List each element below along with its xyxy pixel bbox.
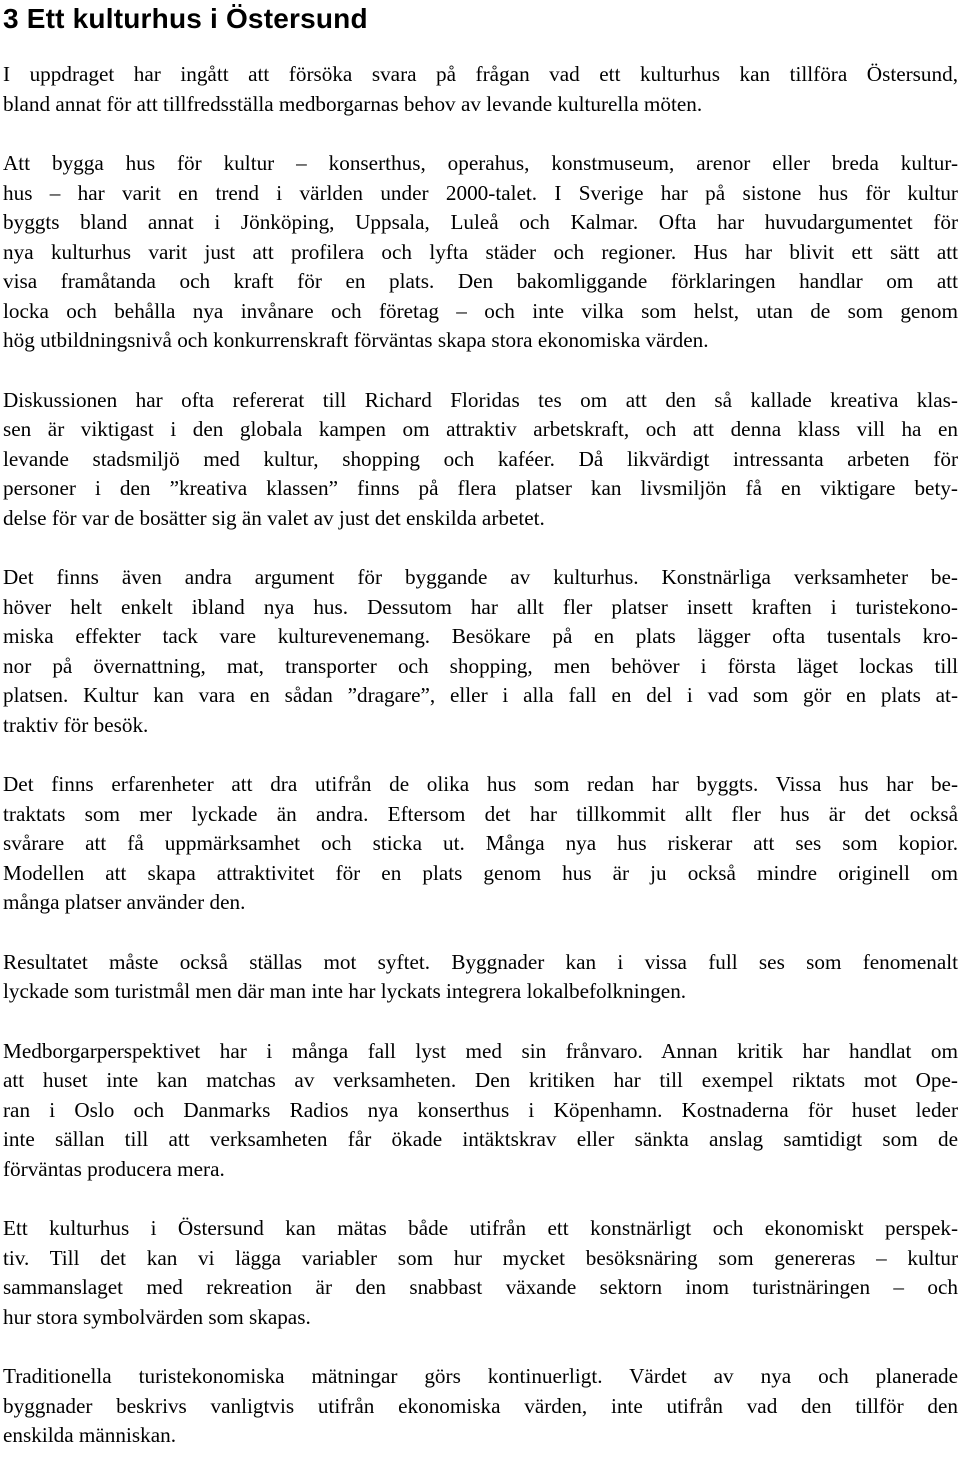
paragraph-line: levande stadsmiljö med kultur, shopping och kaféer. Då likvärdigt intressanta arbeten för (3, 446, 958, 471)
paragraph-line: enskilda människan. (3, 1423, 176, 1447)
paragraph (3, 948, 958, 1007)
paragraph-line: miska effekter tack vare kulturevenemang. Besökare på en plats lägger ofta tusentals kro- (3, 624, 958, 648)
paragraph-line: platsen. Kultur kan vara en sådan ”dragare”, eller i alla fall en del i vad som gör en plats at- (3, 683, 958, 707)
paragraph-line: locka och behålla nya invånare och företag – och inte vilka som helst, utan de som genom (3, 298, 958, 323)
paragraph-line: bland annat för att tillfredsställa medborgarnas behov av levande kulturella möten. (3, 91, 703, 116)
document-page (3, 0, 958, 1481)
paragraph (3, 1362, 958, 1451)
section-heading: 3 Ett kulturhus i Östersund (3, 3, 368, 34)
paragraph (3, 770, 958, 918)
paragraph (3, 1037, 958, 1185)
paragraph-line: Diskussionen har ofta refererat till Richard Floridas tes om att den så kallade kreativa klas- (3, 387, 958, 412)
paragraph-line: I uppdraget har ingått att försöka svara på frågan vad ett kulturhus kan tillföra Östersund, (3, 62, 958, 86)
paragraph-line: Resultatet måste också ställas mot syftet. Byggnader kan i vissa full ses som fenomenalt (3, 949, 958, 974)
paragraph-line: traktats som mer lyckade än andra. Eftersom det har tillkommit allt fler hus är det också (3, 801, 958, 826)
paragraph-line: delse för var de bosätter sig än valet av just det enskilda arbetet. (3, 505, 545, 530)
paragraph-line: hur stora symbolvärden som skapas. (3, 1304, 311, 1329)
paragraph-line: byggnader beskrivs vanligtvis utifrån ekonomiska värden, inte utifrån vad den tillför den (3, 1393, 958, 1418)
paragraph-line: ran i Oslo och Danmarks Radios nya konserthus i Köpenhamn. Kostnaderna för huset leder (3, 1097, 958, 1122)
paragraph-line: Modellen att skapa attraktivitet för en plats genom hus är ju också mindre originell om (3, 860, 958, 885)
paragraph (3, 1214, 958, 1332)
paragraph-line: tiv. Till det kan vi lägga variabler som hur mycket besöksnäring som genereras – kultur (3, 1245, 958, 1270)
paragraph (3, 60, 958, 119)
paragraph-line: sen är viktigast i den globala kampen om attraktiv arbetskraft, och att denna klass vill ha en (3, 417, 958, 441)
paragraph-line: Det finns även andra argument för byggande av kulturhus. Konstnärliga verksamheter be- (3, 565, 958, 589)
paragraph-line: traktiv för besök. (3, 712, 149, 737)
paragraph-line: förväntas producera mera. (3, 1156, 225, 1181)
paragraph-line: hus – har varit en trend i världen under 2000-talet. I Sverige har på sistone hus för kultur (3, 180, 958, 205)
paragraph-line: hög utbildningsnivå och konkurrenskraft förväntas skapa stora ekonomiska värden. (3, 328, 709, 352)
paragraph-line: lyckade som turistmål men där man inte har lyckats integrera lokalbefolkningen. (3, 979, 687, 1003)
paragraph (3, 149, 958, 356)
paragraph-line: Det finns erfarenheter att dra utifrån de olika hus som redan har byggts. Vissa hus har be- (3, 772, 958, 796)
paragraph-line: Att bygga hus för kultur – konserthus, operahus, konstmuseum, arenor eller breda kultur- (3, 151, 958, 175)
paragraph (3, 386, 958, 534)
paragraph-line: sammanslaget med rekreation är den snabbast växande sektorn inom turistnäringen – och (3, 1275, 958, 1299)
paragraph-line: Medborgarperspektivet har i många fall lyst med sin frånvaro. Annan kritik har handlat om (3, 1038, 958, 1063)
paragraph-line: svårare att få uppmärksamhet och sticka ut. Många nya hus riskerar att ses som kopior. (3, 831, 958, 855)
paragraph-line: Ett kulturhus i Östersund kan mätas både utifrån ett konstnärligt och ekonomiskt perspek- (3, 1216, 958, 1240)
paragraph-line: nor på övernattning, mat, transporter och shopping, men behöver i första läget lockas till (3, 653, 958, 678)
paragraph-line: visa framåtanda och kraft för en plats. Den bakomliggande förklaringen handlar om att (3, 269, 958, 293)
paragraph-line: personer i den ”kreativa klassen” finns på flera platser kan livsmiljön få en viktigare bety- (3, 476, 958, 500)
paragraph-line: nya kulturhus varit just att profilera och lyfta städer och regioner. Hus har blivit ett sätt att (3, 239, 958, 264)
paragraph-line: många platser använder den. (3, 890, 246, 914)
paragraph-line: inte sällan till att verksamheten får ökade intäktskrav eller sänkta anslag samtidigt som de (3, 1127, 958, 1151)
paragraph-line: Traditionella turistekonomiska mätningar görs kontinuerligt. Värdet av nya och planerade (3, 1364, 958, 1388)
document-body (3, 60, 958, 1451)
paragraph-line: höver helt enkelt ibland nya hus. Dessutom har allt fler platser insett kraften i turistekono- (3, 594, 958, 619)
paragraph (3, 563, 958, 740)
paragraph-line: att huset inte kan matchas av verksamheten. Den kritiken har till exempel riktats mot Ope- (3, 1068, 958, 1092)
paragraph-line: byggts bland annat i Jönköping, Uppsala, Luleå och Kalmar. Ofta har huvudargumentet för (3, 210, 958, 234)
